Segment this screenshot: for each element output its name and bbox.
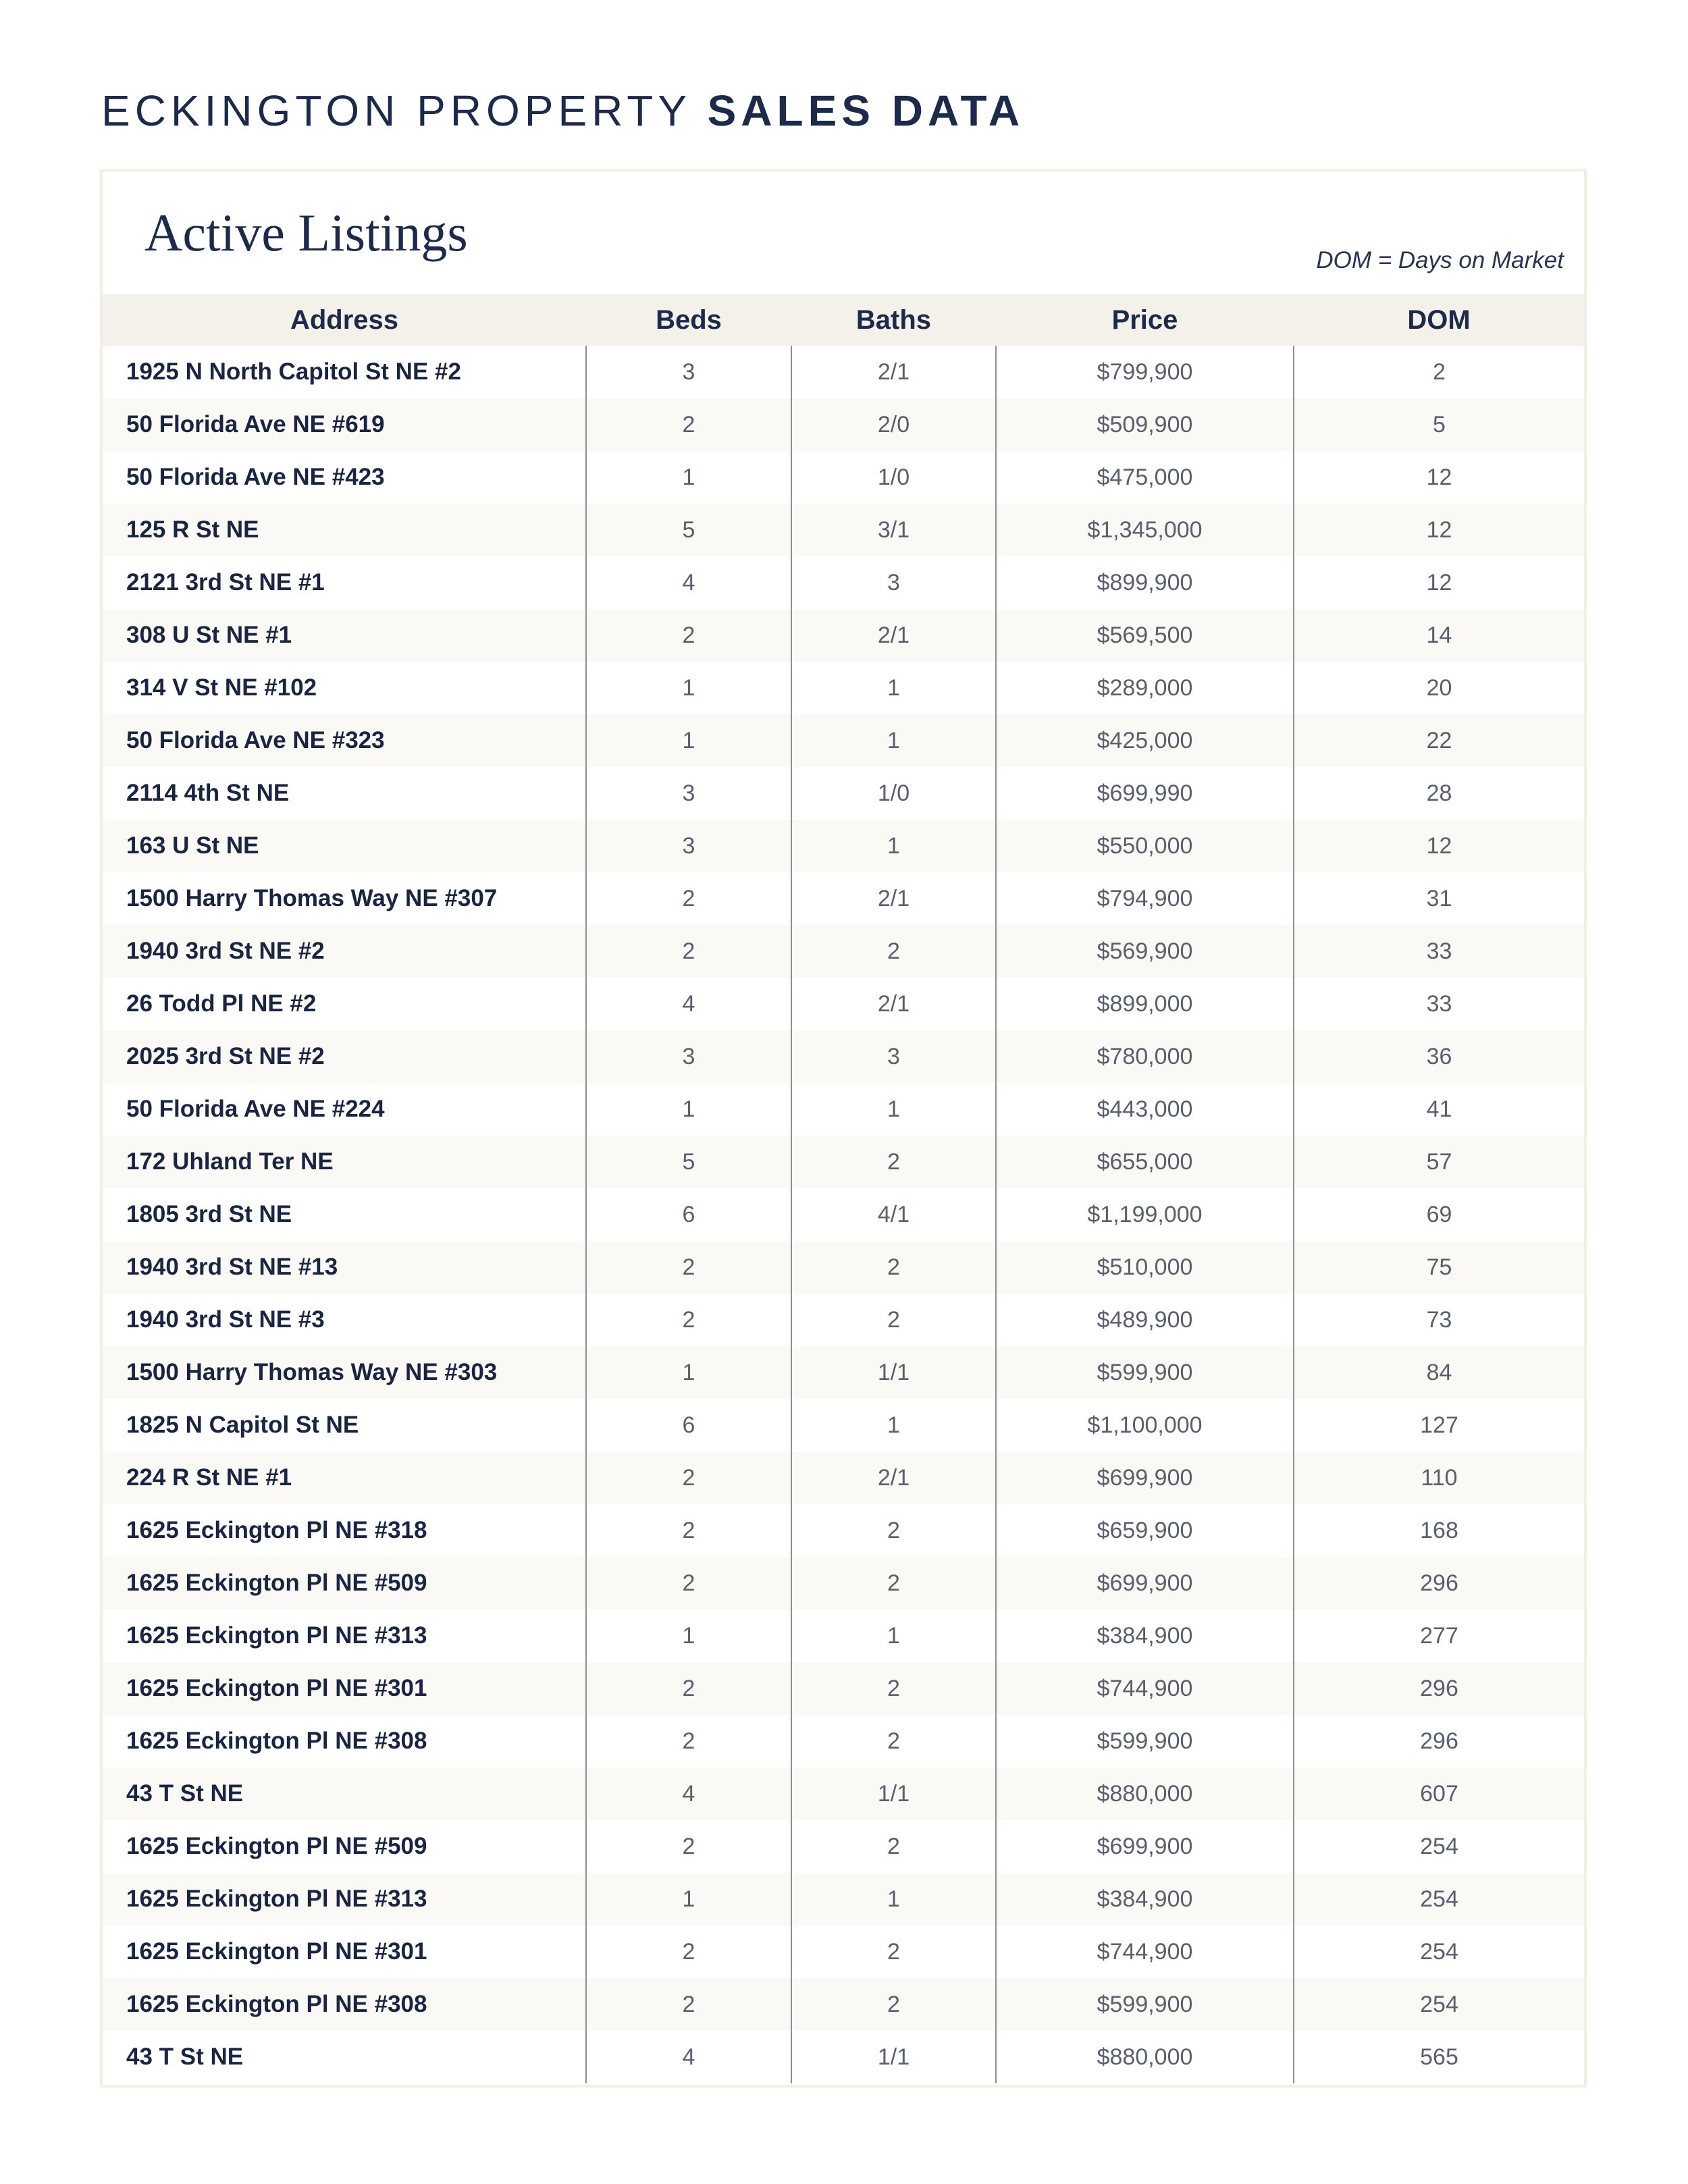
dom-cell: 33 xyxy=(1294,978,1584,1030)
address-cell: 1940 3rd St NE #13 xyxy=(126,1254,338,1280)
beds-cell: 2 xyxy=(586,925,791,978)
beds-cell: 6 xyxy=(586,1399,791,1451)
beds-cell: 2 xyxy=(586,609,791,662)
address-cell: 50 Florida Ave NE #224 xyxy=(126,1096,385,1122)
price-cell: $489,900 xyxy=(996,1294,1294,1346)
dom-cell: 127 xyxy=(1294,1399,1584,1451)
baths-cell: 2 xyxy=(791,1557,996,1609)
table-row xyxy=(103,1820,1584,1873)
table-row xyxy=(103,1557,1584,1609)
listing-rows xyxy=(103,346,1584,2083)
dom-cell: 22 xyxy=(1294,714,1584,767)
table-row xyxy=(103,978,1584,1030)
dom-cell: 607 xyxy=(1294,1767,1584,1820)
price-cell: $899,900 xyxy=(996,556,1294,609)
dom-cell: 296 xyxy=(1294,1557,1584,1609)
address-cell: 1940 3rd St NE #3 xyxy=(126,1306,325,1333)
address-cell: 1625 Eckington Pl NE #308 xyxy=(126,1991,427,2017)
address-cell: 2025 3rd St NE #2 xyxy=(126,1043,325,1069)
table-row xyxy=(103,1873,1584,1925)
listings-table xyxy=(103,294,1584,2083)
table-row xyxy=(103,346,1584,398)
address-cell: 1500 Harry Thomas Way NE #307 xyxy=(126,885,498,911)
beds-cell: 2 xyxy=(586,1662,791,1715)
baths-cell: 1 xyxy=(791,662,996,714)
beds-cell: 1 xyxy=(586,1346,791,1399)
address-cell: 50 Florida Ave NE #323 xyxy=(126,727,385,753)
table-row xyxy=(103,1504,1584,1557)
price-cell: $659,900 xyxy=(996,1504,1294,1557)
column-header-address: Address xyxy=(290,304,399,335)
table-row xyxy=(103,1241,1584,1294)
price-cell: $655,000 xyxy=(996,1136,1294,1188)
price-cell: $744,900 xyxy=(996,1662,1294,1715)
table-row xyxy=(103,1925,1584,1978)
price-cell: $880,000 xyxy=(996,2031,1294,2083)
price-cell: $509,900 xyxy=(996,398,1294,451)
address-cell: 163 U St NE xyxy=(126,832,259,859)
dom-cell: 20 xyxy=(1294,662,1584,714)
address-cell: 1625 Eckington Pl NE #301 xyxy=(126,1675,427,1701)
beds-cell: 1 xyxy=(586,1083,791,1136)
table-row xyxy=(103,1083,1584,1136)
address-cell: 1625 Eckington Pl NE #509 xyxy=(126,1570,427,1596)
beds-cell: 2 xyxy=(586,1925,791,1978)
address-cell: 224 R St NE #1 xyxy=(126,1464,292,1491)
beds-cell: 3 xyxy=(586,767,791,820)
baths-cell: 2/1 xyxy=(791,1451,996,1504)
price-cell: $699,900 xyxy=(996,1451,1294,1504)
price-cell: $425,000 xyxy=(996,714,1294,767)
beds-cell: 2 xyxy=(586,1557,791,1609)
baths-cell: 2 xyxy=(791,1136,996,1188)
price-cell: $799,900 xyxy=(996,346,1294,398)
baths-cell: 2/1 xyxy=(791,872,996,925)
table-row xyxy=(103,767,1584,820)
beds-cell: 3 xyxy=(586,346,791,398)
table-row xyxy=(103,609,1584,662)
dom-cell: 12 xyxy=(1294,451,1584,504)
baths-cell: 2 xyxy=(791,1294,996,1346)
section-title: Active Listings xyxy=(144,203,468,262)
baths-cell: 3/1 xyxy=(791,504,996,556)
price-cell: $289,000 xyxy=(996,662,1294,714)
price-cell: $599,900 xyxy=(996,1346,1294,1399)
table-row xyxy=(103,2031,1584,2083)
price-cell: $880,000 xyxy=(996,1767,1294,1820)
table-row xyxy=(103,1399,1584,1451)
dom-cell: 296 xyxy=(1294,1662,1584,1715)
beds-cell: 1 xyxy=(586,1609,791,1662)
table-row xyxy=(103,714,1584,767)
beds-cell: 1 xyxy=(586,451,791,504)
baths-cell: 1/0 xyxy=(791,451,996,504)
beds-cell: 2 xyxy=(586,1504,791,1557)
address-cell: 43 T St NE xyxy=(126,2044,244,2070)
table-row xyxy=(103,1346,1584,1399)
table-row xyxy=(103,1188,1584,1241)
dom-cell: 12 xyxy=(1294,504,1584,556)
beds-cell: 2 xyxy=(586,872,791,925)
price-cell: $599,900 xyxy=(996,1715,1294,1767)
baths-cell: 1 xyxy=(791,1609,996,1662)
dom-cell: 296 xyxy=(1294,1715,1584,1767)
address-cell: 308 U St NE #1 xyxy=(126,622,292,648)
dom-cell: 75 xyxy=(1294,1241,1584,1294)
price-cell: $899,000 xyxy=(996,978,1294,1030)
beds-cell: 6 xyxy=(586,1188,791,1241)
baths-cell: 2/1 xyxy=(791,978,996,1030)
price-cell: $550,000 xyxy=(996,820,1294,872)
column-header-beds: Beds xyxy=(656,304,722,335)
baths-cell: 1/1 xyxy=(791,1767,996,1820)
baths-cell: 2/1 xyxy=(791,609,996,662)
address-cell: 2114 4th St NE xyxy=(126,780,290,806)
price-cell: $475,000 xyxy=(996,451,1294,504)
table-row xyxy=(103,1609,1584,1662)
table-row xyxy=(103,925,1584,978)
table-row xyxy=(103,1978,1584,2031)
price-cell: $744,900 xyxy=(996,1925,1294,1978)
beds-cell: 1 xyxy=(586,714,791,767)
dom-cell: 277 xyxy=(1294,1609,1584,1662)
address-cell: 1805 3rd St NE xyxy=(126,1201,292,1227)
dom-cell: 110 xyxy=(1294,1451,1584,1504)
table-row xyxy=(103,1136,1584,1188)
dom-cell: 73 xyxy=(1294,1294,1584,1346)
price-cell: $1,100,000 xyxy=(996,1399,1294,1451)
table-row xyxy=(103,1294,1584,1346)
dom-cell: 12 xyxy=(1294,820,1584,872)
baths-cell: 2 xyxy=(791,1925,996,1978)
baths-cell: 1 xyxy=(791,1083,996,1136)
baths-cell: 1/1 xyxy=(791,1346,996,1399)
address-cell: 1940 3rd St NE #2 xyxy=(126,938,325,964)
listings-card xyxy=(100,169,1587,2087)
baths-cell: 1/0 xyxy=(791,767,996,820)
baths-cell: 2 xyxy=(791,1241,996,1294)
address-cell: 1625 Eckington Pl NE #313 xyxy=(126,1622,427,1649)
address-cell: 26 Todd Pl NE #2 xyxy=(126,990,317,1017)
table-row xyxy=(103,872,1584,925)
baths-cell: 1 xyxy=(791,1873,996,1925)
dom-cell: 565 xyxy=(1294,2031,1584,2083)
column-header-dom: DOM xyxy=(1407,304,1471,335)
table-row xyxy=(103,1767,1584,1820)
price-cell: $443,000 xyxy=(996,1083,1294,1136)
baths-cell: 1 xyxy=(791,714,996,767)
dom-cell: 41 xyxy=(1294,1083,1584,1136)
baths-cell: 2/1 xyxy=(791,346,996,398)
page-title-light: ECKINGTON PROPERTY xyxy=(101,86,691,135)
beds-cell: 2 xyxy=(586,1241,791,1294)
table-row xyxy=(103,1030,1584,1083)
beds-cell: 1 xyxy=(586,1873,791,1925)
baths-cell: 2 xyxy=(791,1820,996,1873)
table-row xyxy=(103,662,1584,714)
address-cell: 1625 Eckington Pl NE #301 xyxy=(126,1938,427,1965)
dom-cell: 12 xyxy=(1294,556,1584,609)
table-row xyxy=(103,451,1584,504)
price-cell: $569,500 xyxy=(996,609,1294,662)
dom-cell: 254 xyxy=(1294,1873,1584,1925)
address-cell: 1625 Eckington Pl NE #308 xyxy=(126,1728,427,1754)
dom-cell: 57 xyxy=(1294,1136,1584,1188)
price-cell: $384,900 xyxy=(996,1873,1294,1925)
table-header-row xyxy=(103,294,1584,346)
address-cell: 1925 N North Capitol St NE #2 xyxy=(126,358,461,385)
dom-cell: 14 xyxy=(1294,609,1584,662)
dom-cell: 254 xyxy=(1294,1978,1584,2031)
baths-cell: 3 xyxy=(791,556,996,609)
address-cell: 1625 Eckington Pl NE #509 xyxy=(126,1833,427,1859)
beds-cell: 2 xyxy=(586,1978,791,2031)
address-cell: 1625 Eckington Pl NE #318 xyxy=(126,1517,427,1543)
price-cell: $780,000 xyxy=(996,1030,1294,1083)
beds-cell: 3 xyxy=(586,820,791,872)
dom-cell: 254 xyxy=(1294,1925,1584,1978)
table-row xyxy=(103,1715,1584,1767)
beds-cell: 5 xyxy=(586,504,791,556)
beds-cell: 4 xyxy=(586,1767,791,1820)
address-cell: 50 Florida Ave NE #619 xyxy=(126,411,385,437)
beds-cell: 3 xyxy=(586,1030,791,1083)
dom-cell: 168 xyxy=(1294,1504,1584,1557)
price-cell: $1,199,000 xyxy=(996,1188,1294,1241)
price-cell: $699,900 xyxy=(996,1820,1294,1873)
table-row xyxy=(103,1451,1584,1504)
column-header-baths: Baths xyxy=(855,304,932,335)
beds-cell: 5 xyxy=(586,1136,791,1188)
dom-legend-note: DOM = Days on Market xyxy=(1316,247,1564,273)
beds-cell: 2 xyxy=(586,1294,791,1346)
table-row xyxy=(103,556,1584,609)
baths-cell: 4/1 xyxy=(791,1188,996,1241)
beds-cell: 2 xyxy=(586,1820,791,1873)
table-row xyxy=(103,1662,1584,1715)
beds-cell: 2 xyxy=(586,1451,791,1504)
price-cell: $569,900 xyxy=(996,925,1294,978)
price-cell: $699,990 xyxy=(996,767,1294,820)
baths-cell: 1 xyxy=(791,1399,996,1451)
page-title xyxy=(101,86,1025,135)
address-cell: 2121 3rd St NE #1 xyxy=(126,569,325,595)
price-cell: $794,900 xyxy=(996,872,1294,925)
price-cell: $599,900 xyxy=(996,1978,1294,2031)
baths-cell: 2/0 xyxy=(791,398,996,451)
beds-cell: 1 xyxy=(586,662,791,714)
baths-cell: 2 xyxy=(791,1978,996,2031)
beds-cell: 2 xyxy=(586,398,791,451)
baths-cell: 2 xyxy=(791,925,996,978)
address-cell: 172 Uhland Ter NE xyxy=(126,1148,334,1175)
address-cell: 43 T St NE xyxy=(126,1780,244,1807)
address-cell: 50 Florida Ave NE #423 xyxy=(126,464,385,490)
baths-cell: 1 xyxy=(791,820,996,872)
dom-cell: 31 xyxy=(1294,872,1584,925)
dom-cell: 2 xyxy=(1294,346,1584,398)
address-cell: 314 V St NE #102 xyxy=(126,674,317,701)
dom-cell: 28 xyxy=(1294,767,1584,820)
table-row xyxy=(103,820,1584,872)
price-cell: $1,345,000 xyxy=(996,504,1294,556)
dom-cell: 5 xyxy=(1294,398,1584,451)
beds-cell: 2 xyxy=(586,1715,791,1767)
price-cell: $510,000 xyxy=(996,1241,1294,1294)
baths-cell: 1/1 xyxy=(791,2031,996,2083)
baths-cell: 2 xyxy=(791,1715,996,1767)
address-cell: 1825 N Capitol St NE xyxy=(126,1412,359,1438)
baths-cell: 2 xyxy=(791,1662,996,1715)
dom-cell: 36 xyxy=(1294,1030,1584,1083)
dom-cell: 33 xyxy=(1294,925,1584,978)
beds-cell: 4 xyxy=(586,556,791,609)
page-title-bold: SALES DATA xyxy=(707,86,1025,135)
table-row xyxy=(103,398,1584,451)
baths-cell: 2 xyxy=(791,1504,996,1557)
beds-cell: 4 xyxy=(586,2031,791,2083)
address-cell: 125 R St NE xyxy=(126,516,259,543)
dom-cell: 69 xyxy=(1294,1188,1584,1241)
column-header-price: Price xyxy=(1111,304,1178,335)
beds-cell: 4 xyxy=(586,978,791,1030)
price-cell: $384,900 xyxy=(996,1609,1294,1662)
address-cell: 1625 Eckington Pl NE #313 xyxy=(126,1886,427,1912)
price-cell: $699,900 xyxy=(996,1557,1294,1609)
dom-cell: 254 xyxy=(1294,1820,1584,1873)
baths-cell: 3 xyxy=(791,1030,996,1083)
dom-cell: 84 xyxy=(1294,1346,1584,1399)
table-row xyxy=(103,504,1584,556)
address-cell: 1500 Harry Thomas Way NE #303 xyxy=(126,1359,498,1385)
